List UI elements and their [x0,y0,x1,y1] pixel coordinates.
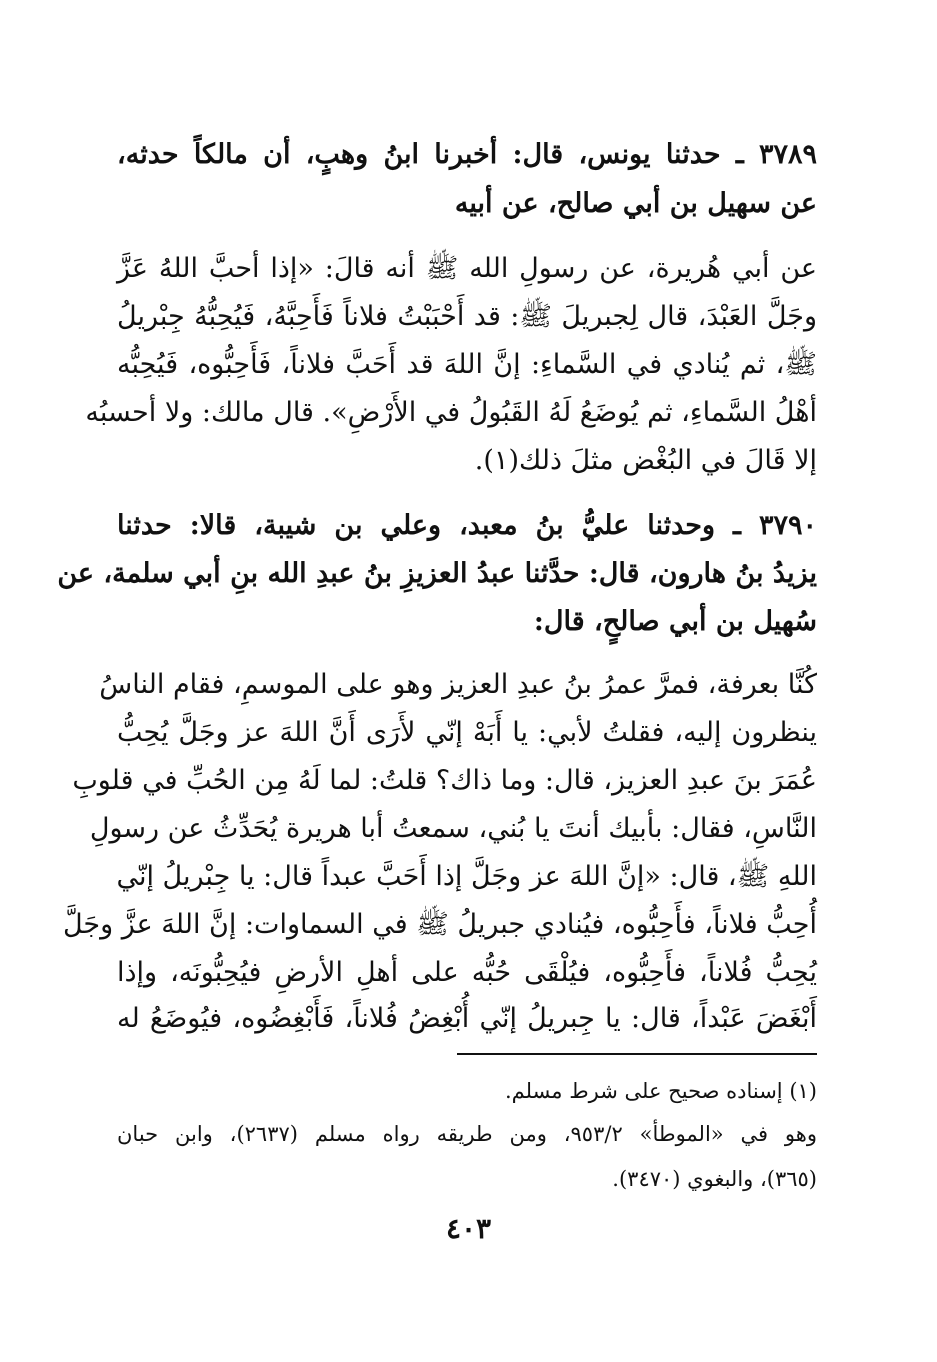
hadith-3789-matn-line-3: ﷺ، ثم يُنادي في السَّماءِ: إنَّ اللهَ قد أَحَبَّ فلاناً، فَأَحِبُّوه، فَيُحِبُّه [117,349,817,380]
hadith-3790-isnad-line-2: يزيدُ بنُ هارون، قال: حدَّثنا عبدُ العزيزِ بنُ عبدِ الله بنِ أبي سلمة، عن [57,558,817,589]
hadith-3790-matn-line-1: كُنَّا بعرفة، فمرَّ عمرُ بنُ عبدِ العزيز وهو على الموسمِ، فقام الناسُ [99,669,817,700]
hadith-3789-isnad-line-2: عن سهيل بن أبي صالح، عن أبيه [454,188,817,219]
footnote-separator [457,1053,817,1055]
hadith-3789-matn-line-5: إلا قَالَ في البُغْض مثلَ ذلك(١). [474,445,817,476]
hadith-3790-matn-line-5: اللهِ ﷺ، قال: «إنَّ اللهَ عز وجَلَّ إذا أَحَبَّ عبداً قال: يا جِبْريلُ إنّي [116,861,817,892]
hadith-3790-matn-line-2: ينظرون إليه، فقلتُ لأبي: يا أَبَهْ إنّي لأَرَى أَنَّ اللهَ عز وجَلَّ يُحِبُّ [117,717,817,748]
footnote-1-continuation-line-2: (٣٦٥)، والبغوي (٣٤٧٠). [612,1167,817,1191]
hadith-3790-matn-line-6: أُحِبُّ فلاناً، فأَحِبُّوه، فيُنادي جبريلُ ﷺ في السماوات: إنَّ اللهَ عزَّ وجَلَّ [62,909,817,940]
footnote-1: (١) إسناده صحيح على شرط مسلم. [504,1079,817,1103]
hadith-3789-isnad-line-1: ٣٧٨٩ ـ حدثنا يونس، قال: أخبرنا ابنُ وهبٍ، أن مالكاً حدثه، [117,139,817,170]
hadith-3790-isnad-line-3: سُهيل بن أبي صالحٍ، قال: [533,606,817,637]
hadith-3790-isnad-line-1: ٣٧٩٠ ـ وحدثنا عليُّ بنُ معبد، وعلي بن شيبة، قالا: حدثنا [117,510,817,541]
hadith-3790-matn-line-7: يُحِبُّ فُلاناً، فأَحِبُّوه، فيُلْقَى حُبُّه على أهلِ الأرضِ فيُحِبُّونَه، وإذا [117,957,817,988]
hadith-3790-matn-line-3: عُمَرَ بنَ عبدِ العزيز، قال: وما ذاك؟ قلتُ: لما لَهُ مِن الحُبِّ في قلوبِ [72,765,817,796]
page-number: ٤٠٣ [445,1212,492,1245]
hadith-3790-matn-line-4: النَّاسِ، فقال: بأبيك أنتَ يا بُني، سمعتُ أبا هريرة يُحَدِّثُ عن رسولِ [89,813,817,844]
hadith-3789-matn-line-4: أهْلُ السَّماءِ، ثم يُوضَعُ لَهُ القَبُولُ في الأَرْضِ». قال مالك: ولا أحسبُه [85,397,817,428]
hadith-3789-matn-line-1: عن أبي هُريرة، عن رسولِ الله ﷺ أنه قالَ: «إذا أحبَّ اللهُ عَزَّ [117,253,817,284]
hadith-3790-matn-line-8: أَبْغَضَ عَبْداً، قال: يا جِبريلُ إنّي أُبْغِضُ فُلاناً، فَأَبْغِضُوه، فيُوضَعُ له [117,1003,817,1034]
footnote-1-continuation-line-1: وهو في «الموطأ» ٩٥٣/٢، ومن طريقه رواه مسلم (٢٦٣٧)، وابن حبان [117,1122,817,1146]
hadith-3789-matn-line-2: وجَلَّ العَبْدَ، قال لِجبريلَ ﷺ: قد أَحْبَبْتُ فلاناً فَأَحِبَّهُ، فَيُحِبُّهُ جِبْريلُ [117,301,817,332]
